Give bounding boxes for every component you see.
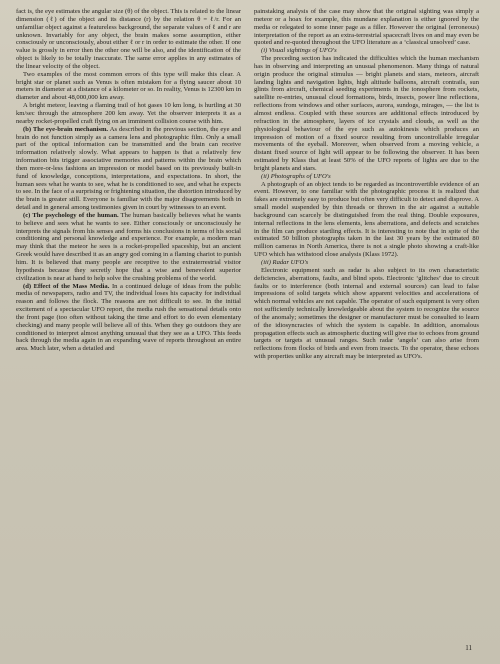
paragraph: Two examples of the most common errors of this type will make this clear. A bright star or planet such as Venus is often mistaken for a flying saucer about 10 meters in diameter at a distance of a kilometer or so. In reality, Venus is 12300 km in diameter and about 48,000,000 km away. [16, 70, 241, 102]
subsection-heading: (ii) Photographs of UFO's [261, 172, 331, 180]
paragraph: A photograph of an object tends to be regarded as incontrovertible evidence of an event. However, to one familiar with the photographic process it is realized that fakes are extremely easy to produce but often very difficult to detect and disprove. A small model suspended by thin threads or thrown in the air against a suitable background can scarcely be distinguished from the real thing. Double exposures, internal reflections in the lens elements, lens aberrations, and defects and scratches in the film can produce startling effects. It is interesting to note that in spite of the estimated 50 billion photographs taken in the last 30 years by the estimated 80 million cameras in North America, there is not a single photo showing a craft-like UFO which has withstood close analysis (Klass 1972). [254, 180, 479, 259]
subsection-heading: (iii) Radar UFO's [261, 259, 309, 266]
left-column [16, 8, 241, 353]
paragraph [16, 283, 241, 354]
paragraph [16, 212, 241, 283]
section-body: In a continued deluge of ideas from the public media of newspapers, radio and TV, the individual loses his capacity for individual reason and follows the flock. The reasons are not difficult to see. In the initial excitement of a spectacular UFO report, the media rush the sensational details onto the front page (too often without taking the time and effort to do even elementary checking) and many people will believe all of this. When they go outdoors they are conditioned to interpret almost anything unusual that they see as a UFO. This feeds back through the media again in an expanding wave of reports throughout an entire area. Much later, when a detailed and [16, 282, 241, 353]
section-heading: (c) The psychology of the human. [23, 211, 119, 219]
section-heading: (b) The eye-brain mechanism. [23, 125, 109, 133]
paragraph: Electronic equipment such as radar is also subject to its own characteristic deficiencies, aberrations, faults, and blind spots. Electronic ‘glitches’ due to circuit faults or to interference (both internal and external sources) can lead to false impressions of solid targets which show apparent velocities and accelerations of which normal vehicles are not capable. The operator of such equipment is very often not sufficiently technically knowledgeable about the system to recognize the source of the anomaly; sometimes the designer or manufacturer must be consulted to learn of the idiosyncracies of which the system is capable. In addition, anomalous propagation effects such as atmospheric ducting will give rise to echoes from ground targets or targets at unusual ranges. Such radar ‘angels’ can also arise from reflections from flocks of birds and even from insects. To the operator, these echoes with properties unlike any aircraft may be interpreted as UFO's. [254, 266, 479, 361]
paragraph: painstaking analysis of the case may show that the original sighting was simply a meteor or a hoax for example, this mundane explanation is either ignored by the media or relegated to some inner page as a filler. However the original (erroneous) interpretation of the report as an extra-terrestrial spacecraft lives on and may even be quoted and re-quoted throughout the UFO literature as a ‘classical unsolved’ case. [254, 8, 479, 47]
right-column [254, 8, 479, 361]
paragraph [16, 126, 241, 212]
paragraph: The preceding section has indicated the difficulties which the human mechanism has in observing and interpreting an unusual phenomenon. Many things of natural origin produce the original stimulus — bright planets and stars, meteors, aircraft landing lights and navigation lights, high altitude balloons, aircraft contrails, sun glints from aircraft, chemical seeding experiments in the ionosphere from rockets, satellite re-entries, unusual cloud formations, birds, insects, power line reflections, reflections from windows and other surfaces, aurora, sundogs, mirages, — the list is almost endless. Coupled with these sources are additional effects introduced by refraction in the atmosphere, layers of ice crystals and clouds, as well as the physiological behaviour of the eye such as autokinesis which produces an impression of motion of a fixed source resulting from uncontrollable irregular movements of the eyeball. Moreover, when observed from a moving vehicle, a distant fixed source of light will appear to be following the observer. It has been estimated by Klass that at least 50% of the UFO reports of lights are due to the bright planets and stars. [254, 55, 479, 172]
section-body: As described in the previous section, the eye and brain do not function simply as a camera lens and photographic film. Only a small part of the optical information can be transmitted and the brain can receive information relatively slowly. What appears to happen is that a relatively few information bits trigger associative memories and patterns within the brain which then more-or-less fashions an impression or model based on its previously built-in fund of knowledge, conceptions, interpretations, and expectations. In short, the human sees what he wants to see, what he is conditioned to see, and what he expects to see. In the face of a surprising or frightening situation, the distortion introduced by the brain is greater still. Everyone is familiar with the major disagreements both in detail and in general among testimonies given in court by witnesses to an event. [16, 125, 241, 212]
paragraph: A bright meteor, leaving a flaming trail of hot gases 10 km long, is hurtling at 30 km/sec through the atmosphere 200 km away. Yet the observer interprets it as a nearby rocket-propelled craft flying on an imminent collision course with him. [16, 102, 241, 125]
section-body: The human basically believes what he wants to believe and sees what he wants to see. Either consciously or unconsciously he interprets the signals from his senses and forms his conclusions in terms of his social conditioning and personal knowledge and experience. For example, a modern man may think that the meteor he sees is a rocket-propelled spaceship, but an ancient Greek would have described it as an angry god coming in a flaming chariot to punish him. It is believed that many people are receptive to the extraterrestrial visitor hypothesis because they secretly hope that a wise and benevolent superior civilization is near at hand to help solve the crushing problems of the world. [16, 211, 241, 282]
section-heading: (d) Effect of the Mass Media. [23, 282, 110, 290]
subsection-heading: (i) Visual sightings of UFO's [261, 47, 337, 55]
paragraph: fact is, the eye estimates the angular size (θ) of the object. This is related to the linear dimension (ℓ) of the object and its distance (r) by the relation θ = ℓ/r. For an unfamiliar object against a featureless background, the separate values of ℓ and r are unknown. Invariably for any object, the brain makes some assumption, either consciously or unconsciously, about either ℓ or r in order to estimate the other. If one value is grossly in error then the other one will be also, and the identification of the object is likely to be totally inaccurate. The same error applies in any estimates of the linear velocity of the object. [16, 8, 241, 70]
page-number: 11 [465, 644, 472, 652]
